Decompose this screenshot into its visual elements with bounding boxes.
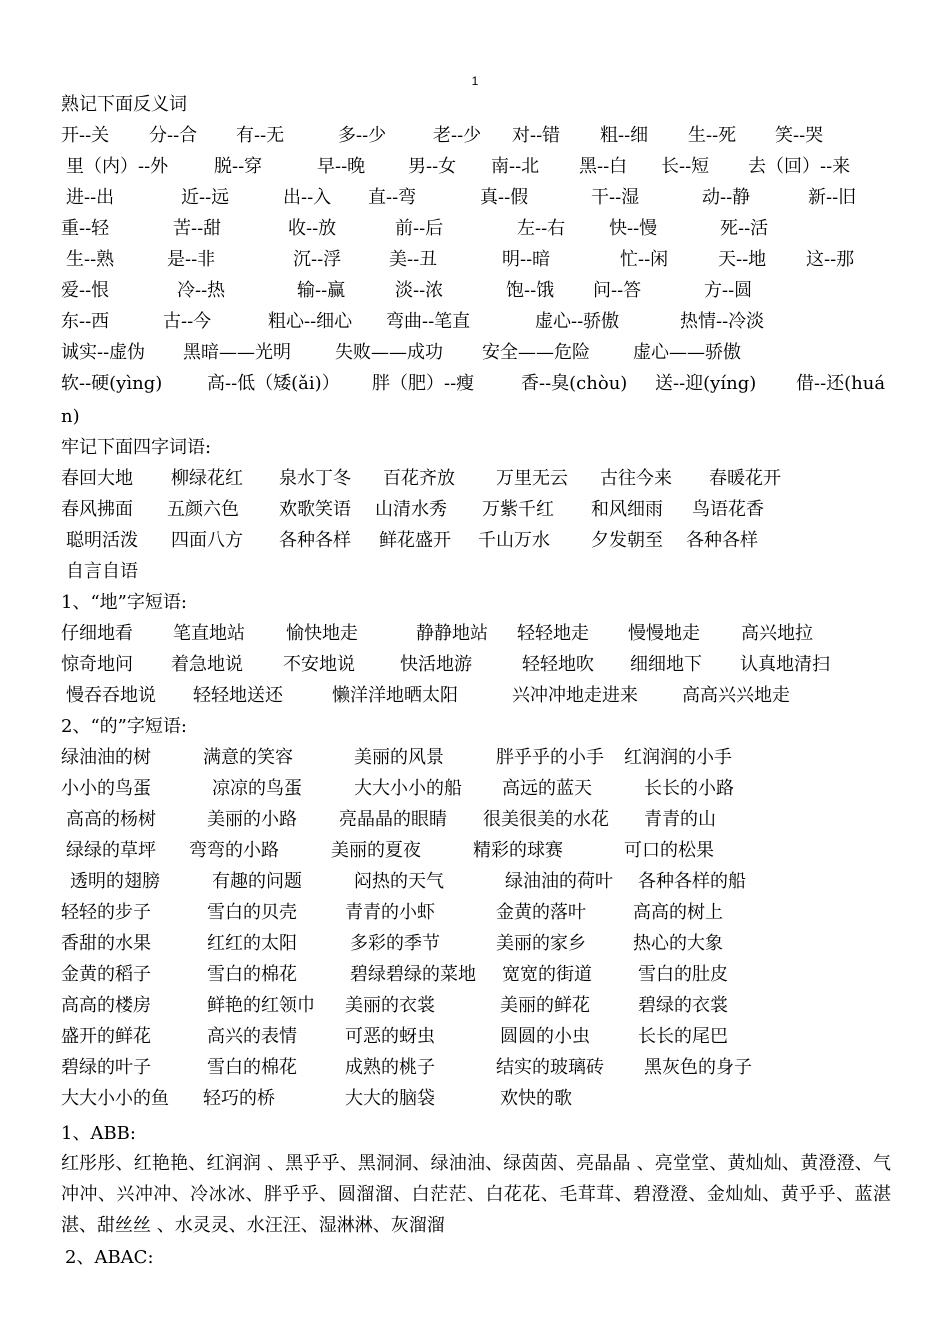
- de-phrase: 雪白的棉花: [207, 964, 297, 985]
- antonym-pair: 重--轻: [61, 218, 110, 239]
- antonym-pair: 南--北: [491, 156, 540, 177]
- idiom-row: [61, 463, 891, 494]
- idiom: 自言自语: [66, 561, 138, 582]
- idiom: 山清水秀: [375, 499, 447, 520]
- idiom: 夕发朝至: [591, 530, 663, 551]
- idiom: 聪明活泼: [66, 530, 138, 551]
- antonym-pair: 多--少: [338, 125, 387, 146]
- idiom: 鲜花盛开: [379, 530, 451, 551]
- antonym-pair: 笑--哭: [775, 125, 824, 146]
- de-phrase: 小小的鸟蛋: [61, 778, 151, 799]
- de-phrase: 雪白的贝壳: [207, 902, 297, 923]
- de-phrase: 可恶的蚜虫: [345, 1026, 435, 1047]
- de-phrase-row: [61, 1083, 891, 1114]
- di-phrase-row: [61, 680, 891, 711]
- de-phrase: 红红的太阳: [207, 933, 297, 954]
- antonym-pair: 去（回）--来: [748, 156, 851, 177]
- de-phrase: 碧绿的衣裳: [638, 995, 728, 1016]
- de-phrase: 红润润的小手: [624, 747, 732, 768]
- antonym-row: [61, 306, 891, 337]
- de-phrase: 大大小小的鱼: [61, 1088, 169, 1109]
- antonym-pair: 收--放: [288, 218, 337, 239]
- antonym-pair: 真--假: [480, 187, 529, 208]
- antonym-pair: 安全——危险: [482, 342, 590, 363]
- de-phrase-row: [61, 835, 891, 866]
- de-phrase: 美丽的风景: [354, 747, 444, 768]
- antonyms-title: 熟记下面反义词: [61, 94, 187, 115]
- de-phrase-row: [61, 1021, 891, 1052]
- antonym-pair: 天--地: [718, 249, 767, 270]
- antonym-pair: 黑--白: [579, 156, 628, 177]
- antonym-pair: 忙--闲: [620, 249, 669, 270]
- antonym-pair: 直--弯: [368, 187, 417, 208]
- di-phrase: 懒洋洋地晒太阳: [332, 685, 458, 706]
- de-phrase-row: [61, 1052, 891, 1083]
- abb-word-list: 红彤彤、红艳艳、红润润 、黑乎乎、黑洞洞、绿油油、绿茵茵、亮晶晶 、亮堂堂、黄灿灿、黄澄澄、气冲冲、兴冲冲、冷冰冰、胖乎乎、圆溜溜、白茫茫、白花花、毛茸茸、碧澄澄、金灿灿、黄乎乎、蓝湛湛、甜丝丝 、水灵灵、水汪汪、湿淋淋、灰溜溜: [61, 1153, 891, 1236]
- de-phrases-title: 2、“的”字短语:: [61, 716, 187, 737]
- antonym-pair: 沉--浮: [293, 249, 342, 270]
- de-phrase: 热心的大象: [633, 933, 723, 954]
- antonym-pair: 开--关: [61, 125, 110, 146]
- antonym-pair: 黑暗——光明: [183, 342, 291, 363]
- antonym-pair: 古--今: [163, 311, 212, 332]
- antonym-pair: 分--合: [149, 125, 198, 146]
- antonym-pair: 爱--恨: [61, 280, 110, 301]
- di-phrase: 静静地站: [416, 623, 488, 644]
- idiom: 百花齐放: [383, 468, 455, 489]
- de-phrase: 金黄的稻子: [61, 964, 151, 985]
- idiom: 春回大地: [61, 468, 133, 489]
- antonym-pair: 送--迎(yíng): [655, 373, 757, 394]
- antonym-pair: 前--后: [395, 218, 444, 239]
- di-phrase: 愉快地走: [286, 623, 358, 644]
- antonym-row: [61, 120, 891, 151]
- de-phrase: 多彩的季节: [350, 933, 440, 954]
- di-phrase: 慢慢地走: [628, 623, 700, 644]
- antonym-pair: 香--臭(chòu): [521, 373, 628, 394]
- de-phrase: 盛开的鲜花: [61, 1026, 151, 1047]
- antonym-row: [61, 151, 891, 182]
- de-phrase: 弯弯的小路: [189, 840, 279, 861]
- de-phrase: 精彩的球赛: [473, 840, 563, 861]
- antonym-pair: 高--低（矮(ǎi)）: [207, 373, 340, 394]
- antonym-pair: 新--旧: [808, 187, 857, 208]
- idiom: 四面八方: [171, 530, 243, 551]
- idiom-row: [61, 494, 891, 525]
- de-phrase: 满意的笑容: [203, 747, 293, 768]
- de-phrase: 高高的杨树: [66, 809, 156, 830]
- idiom: 各种各样: [279, 530, 351, 551]
- de-phrase: 胖乎乎的小手: [496, 747, 604, 768]
- antonym-pair: 这--那: [806, 249, 855, 270]
- di-phrase: 高兴地拉: [741, 623, 813, 644]
- idiom: 千山万水: [478, 530, 550, 551]
- de-phrase: 高兴的表情: [207, 1026, 297, 1047]
- de-phrase: 亮晶晶的眼睛: [339, 809, 447, 830]
- de-phrase: 绿油油的树: [61, 747, 151, 768]
- di-phrase: 仔细地看: [61, 623, 133, 644]
- idiom: 各种各样: [686, 530, 758, 551]
- di-phrase: 轻轻地送还: [193, 685, 283, 706]
- antonym-row: [61, 337, 891, 368]
- antonym-pair: 快--慢: [609, 218, 658, 239]
- antonym-pair: 男--女: [408, 156, 457, 177]
- antonym-pair: 是--非: [167, 249, 216, 270]
- de-phrase: 轻巧的桥: [203, 1088, 275, 1109]
- di-phrase: 兴冲冲地走进来: [512, 685, 638, 706]
- antonym-pair: 生--熟: [66, 249, 115, 270]
- de-phrase-row: [61, 897, 891, 928]
- de-phrase: 美丽的家乡: [496, 933, 586, 954]
- de-phrase: 圆圆的小虫: [500, 1026, 590, 1047]
- di-phrase: 认真地清扫: [740, 654, 830, 675]
- de-phrase: 金黄的落叶: [496, 902, 586, 923]
- de-phrase: 大大小小的船: [354, 778, 462, 799]
- de-phrase: 长长的尾巴: [638, 1026, 728, 1047]
- de-phrase-row: [61, 866, 891, 897]
- antonym-pair: 虚心——骄傲: [633, 342, 741, 363]
- idiom: 万紫千红: [482, 499, 554, 520]
- idiom: 古往今来: [600, 468, 672, 489]
- de-phrase-row: [61, 773, 891, 804]
- de-phrase: 香甜的水果: [61, 933, 151, 954]
- antonym-pair: 失败——成功: [335, 342, 443, 363]
- de-phrase-row: [61, 804, 891, 835]
- antonym-pair: 粗心--细心: [268, 311, 353, 332]
- de-phrase: 有趣的问题: [212, 871, 302, 892]
- de-phrase-row: [61, 990, 891, 1021]
- antonym-pair: 苦--甜: [173, 218, 222, 239]
- de-phrase: 绿绿的草坪: [66, 840, 156, 861]
- antonym-pair: 动--静: [702, 187, 751, 208]
- de-phrase: 高远的蓝天: [502, 778, 592, 799]
- idioms-title: 牢记下面四字词语:: [61, 437, 212, 458]
- idiom-row: [61, 556, 891, 587]
- di-phrase-row: [61, 618, 891, 649]
- antonym-pair: 里（内）--外: [66, 156, 169, 177]
- idiom: 万里无云: [496, 468, 568, 489]
- antonym-pair: 死--活: [720, 218, 769, 239]
- de-phrase: 绿油油的荷叶: [505, 871, 613, 892]
- idiom: 泉水丁冬: [279, 468, 351, 489]
- di-phrase: 惊奇地问: [61, 654, 133, 675]
- antonym-pair: 近--远: [181, 187, 230, 208]
- di-phrase: 不安地说: [283, 654, 355, 675]
- antonym-pair: 干--湿: [591, 187, 640, 208]
- abac-title: 2、ABAC:: [65, 1247, 154, 1268]
- antonym-row: [61, 213, 891, 244]
- antonym-pair: 冷--热: [177, 280, 226, 301]
- idiom: 春风拂面: [61, 499, 133, 520]
- antonym-pair: 输--赢: [297, 280, 346, 301]
- antonym-pair: 方--圆: [704, 280, 753, 301]
- di-phrase: 笔直地站: [173, 623, 245, 644]
- antonym-pair: 脱--穿: [214, 156, 263, 177]
- antonym-pair: 明--暗: [502, 249, 551, 270]
- idiom: 柳绿花红: [171, 468, 243, 489]
- antonym-pair: 有--无: [236, 125, 285, 146]
- di-phrase: 着急地说: [171, 654, 243, 675]
- antonym-pair: 淡--浓: [395, 280, 444, 301]
- de-phrase: 凉凉的鸟蛋: [212, 778, 302, 799]
- de-phrase-row: [61, 928, 891, 959]
- de-phrase: 雪白的肚皮: [638, 964, 728, 985]
- antonym-pair: 饱--饿: [506, 280, 555, 301]
- de-phrase: 美丽的鲜花: [500, 995, 590, 1016]
- antonym-wrap-tail: n): [61, 406, 80, 427]
- de-phrase: 鲜艳的红领巾: [207, 995, 315, 1016]
- de-phrase: 碧绿碧绿的菜地: [350, 964, 476, 985]
- antonym-pair: 软--硬(yìng): [61, 373, 163, 394]
- idiom: 和风细雨: [591, 499, 663, 520]
- de-phrase: 成熟的桃子: [345, 1057, 435, 1078]
- antonym-pair: 诚实--虚伪: [61, 342, 146, 363]
- antonym-pair: 虚心--骄傲: [535, 311, 620, 332]
- de-phrase: 闷热的天气: [354, 871, 444, 892]
- de-phrase-row: [61, 742, 891, 773]
- antonym-pair: 弯曲--笔直: [386, 311, 471, 332]
- de-phrase: 透明的翅膀: [70, 871, 160, 892]
- antonym-row: [61, 182, 891, 213]
- de-phrase: 雪白的棉花: [207, 1057, 297, 1078]
- di-phrase: 细细地下: [630, 654, 702, 675]
- de-phrase: 高高的楼房: [61, 995, 151, 1016]
- antonym-pair: 借--还(huá: [796, 373, 886, 394]
- de-phrase: 结实的玻璃砖: [496, 1057, 604, 1078]
- de-phrase-row: [61, 959, 891, 990]
- antonym-pair: 热情--冷淡: [680, 311, 765, 332]
- de-phrase: 青青的山: [644, 809, 716, 830]
- antonym-row: [61, 368, 891, 399]
- de-phrase: 大大的脑袋: [345, 1088, 435, 1109]
- di-phrase: 轻轻地吹: [522, 654, 594, 675]
- di-phrase: 快活地游: [400, 654, 472, 675]
- antonym-pair: 老--少: [433, 125, 482, 146]
- abb-title: 1、ABB:: [61, 1123, 136, 1144]
- de-phrase: 可口的松果: [624, 840, 714, 861]
- de-phrase: 美丽的夏夜: [331, 840, 421, 861]
- de-phrase: 轻轻的步子: [61, 902, 151, 923]
- antonym-pair: 长--短: [661, 156, 710, 177]
- antonym-row: [61, 275, 891, 306]
- de-phrase: 各种各样的船: [638, 871, 746, 892]
- idiom: 五颜六色: [167, 499, 239, 520]
- di-phrase: 轻轻地走: [517, 623, 589, 644]
- idiom: 鸟语花香: [692, 499, 764, 520]
- idiom-row: [61, 525, 891, 556]
- antonym-pair: 对--错: [512, 125, 561, 146]
- de-phrase: 青青的小虾: [345, 902, 435, 923]
- di-phrase-row: [61, 649, 891, 680]
- de-phrase: 欢快的歌: [500, 1088, 572, 1109]
- di-phrase: 高高兴兴地走: [682, 685, 790, 706]
- di-phrases-title: 1、“地”字短语:: [61, 592, 187, 613]
- page-number: 1: [471, 74, 479, 88]
- antonym-pair: 东--西: [61, 311, 110, 332]
- antonym-pair: 问--答: [593, 280, 642, 301]
- antonym-pair: 进--出: [66, 187, 115, 208]
- de-phrase: 碧绿的叶子: [61, 1057, 151, 1078]
- de-phrase: 美丽的小路: [207, 809, 297, 830]
- di-phrase: 慢吞吞地说: [66, 685, 156, 706]
- de-phrase: 黑灰色的身子: [644, 1057, 752, 1078]
- de-phrase: 长长的小路: [644, 778, 734, 799]
- idiom: 春暖花开: [709, 468, 781, 489]
- antonym-pair: 生--死: [688, 125, 737, 146]
- antonym-pair: 粗--细: [600, 125, 649, 146]
- de-phrase: 宽宽的街道: [502, 964, 592, 985]
- antonym-pair: 胖（肥）--瘦: [372, 373, 475, 394]
- de-phrase: 高高的树上: [633, 902, 723, 923]
- de-phrase: 很美很美的水花: [483, 809, 609, 830]
- de-phrase: 美丽的衣裳: [345, 995, 435, 1016]
- antonym-row: [61, 244, 891, 275]
- antonym-pair: 早--晚: [317, 156, 366, 177]
- antonym-pair: 左--右: [517, 218, 566, 239]
- antonym-pair: 美--丑: [389, 249, 438, 270]
- antonym-pair: 出--入: [283, 187, 332, 208]
- idiom: 欢歌笑语: [279, 499, 351, 520]
